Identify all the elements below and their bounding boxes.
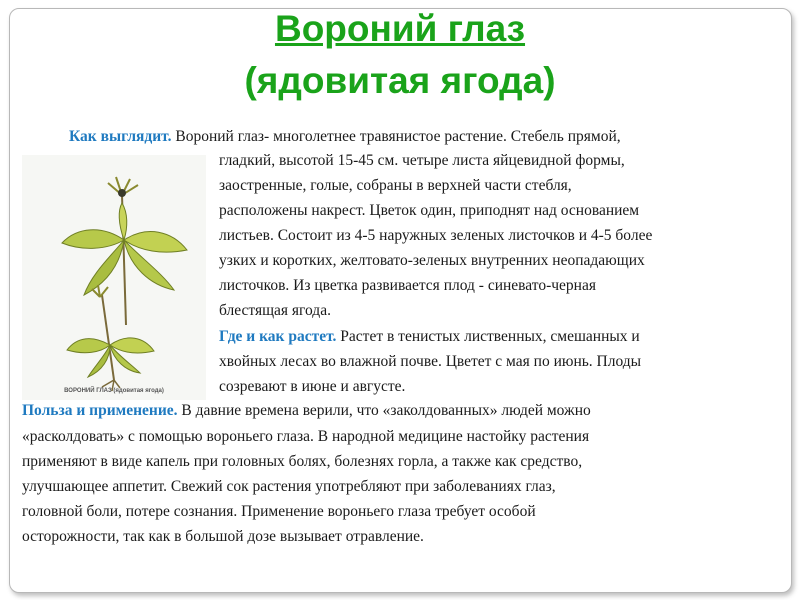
plant-illustration bbox=[22, 155, 206, 400]
section2-heading: Где и как растет. bbox=[219, 328, 337, 345]
section1-line-7: листочков. Из цветка развивается плод - синевато-черная bbox=[219, 277, 596, 294]
section1-line-5: листьев. Состоит из 4-5 наружных зеленых листочков и 4-5 более bbox=[219, 227, 653, 244]
section3-line-1: Польза и применение. В давние времена верили, что «заколдованных» людей можно bbox=[22, 402, 591, 419]
section3-line-2: «расколдовать» с помощью вороньего глаза. В народной медицине настойку растения bbox=[22, 428, 590, 445]
section1-line-2: гладкий, высотой 15-45 см. четыре листа яйцевидной формы, bbox=[219, 152, 625, 169]
section3-line-6: осторожности, так как в большой дозе вызывает отравление. bbox=[22, 528, 424, 545]
page-title: Вороний глаз bbox=[274, 8, 526, 49]
section2-line-3: созревают в июне и августе. bbox=[219, 378, 406, 395]
section3-line-5: головной боли, потере сознания. Применение вороньего глаза требует особой bbox=[22, 503, 536, 520]
page-subtitle: (ядовитая ягода) bbox=[244, 60, 556, 101]
image-caption: ВОРОНИЙ ГЛАЗ (ядовитая ягода) bbox=[64, 388, 164, 394]
section1-line-4: расположены накрест. Цветок один, приподнят над основанием bbox=[219, 202, 640, 219]
section3-line-3: применяют в виде капель при головных болях, болезнях горла, а также как средство, bbox=[22, 453, 583, 470]
section1-line-6: узких и коротких, желтовато-зеленых внутренних неопадающих bbox=[219, 252, 645, 269]
section2-line-1: Где и как растет. Растет в тенистых лиственных, смешанных и bbox=[219, 328, 640, 345]
section3-heading: Польза и применение. bbox=[22, 402, 178, 419]
section2-line-2: хвойных лесах во влажной почве. Цветет с мая по июнь. Плоды bbox=[219, 353, 642, 370]
section1-line-8: блестящая ягода. bbox=[219, 302, 331, 319]
section1-line-3: заостренные, голые, собраны в верхней части стебля, bbox=[219, 177, 572, 194]
plant-drawing bbox=[22, 155, 206, 400]
section1-line-1: Как выглядит. Вороний глаз- многолетнее травянистое растение. Стебель прямой, bbox=[69, 128, 621, 145]
section1-heading: Как выглядит. bbox=[69, 128, 172, 145]
section3-line-4: улучшающее аппетит. Свежий сок растения употребляют при заболеваниях глаз, bbox=[22, 478, 556, 495]
